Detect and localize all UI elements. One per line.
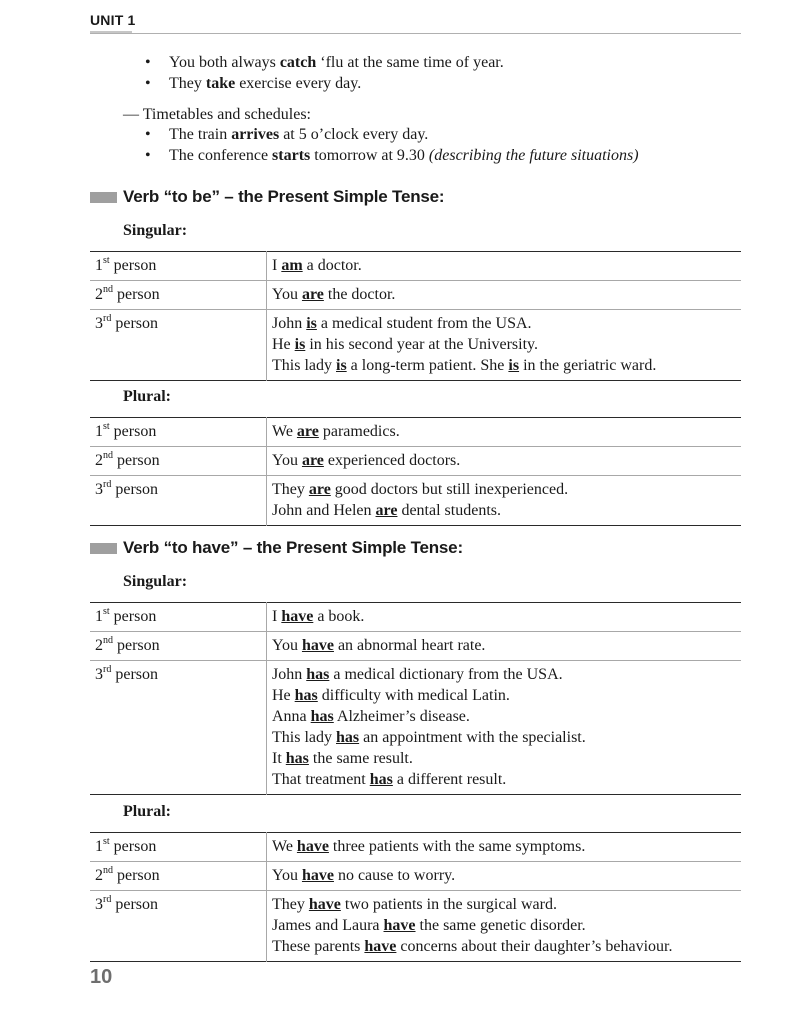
table-row [90, 252, 741, 281]
sentence-start: This lady [272, 729, 336, 746]
person-word: person [115, 481, 158, 498]
sentence-rest: good doctors but still inexperienced. [330, 481, 569, 498]
person-number: 3 [95, 315, 103, 332]
sentence-rest: an abnormal heart rate. [333, 637, 486, 654]
person-number: 1 [95, 838, 103, 855]
person-ordinal-suffix: nd [103, 283, 113, 295]
section-title-to-be [90, 186, 444, 208]
bullet-icon: • [145, 75, 151, 92]
table-be-plural [90, 417, 741, 526]
verb-form: are [375, 502, 398, 519]
verb-form: has [294, 687, 318, 704]
example-cell [267, 310, 742, 381]
person-word: person [113, 608, 157, 625]
example-sentence [272, 313, 736, 334]
example-cell [267, 661, 742, 795]
person-number: 2 [95, 637, 103, 654]
table-have-singular [90, 602, 741, 795]
person-cell [90, 661, 267, 795]
person-ordinal-suffix: st [103, 605, 110, 617]
verb-form: have [383, 917, 416, 934]
person-cell [90, 632, 267, 661]
sentence-start: That treatment [272, 771, 370, 788]
sentence-rest: no cause to worry. [333, 867, 456, 884]
table-row [90, 310, 741, 381]
table-row [90, 862, 741, 891]
person-number: 1 [95, 608, 103, 625]
sentence-rest: a medical student from the USA. [316, 315, 532, 332]
example-sentence [272, 936, 736, 957]
example-cell [267, 891, 742, 962]
sentence-start: He [272, 336, 295, 353]
verb-form: has [336, 729, 360, 746]
sentence-start: We [272, 423, 297, 440]
example-sentence [272, 255, 736, 276]
example-cell [267, 476, 742, 526]
sentence-start: Anna [272, 708, 311, 725]
person-word: person [113, 838, 157, 855]
sentence-start: It [272, 750, 286, 767]
verb-form: have [308, 896, 341, 913]
example-sentence [272, 284, 736, 305]
person-ordinal-suffix: nd [103, 634, 113, 646]
person-ordinal-suffix: rd [103, 312, 112, 324]
sentence-rest: a long-term patient. She [346, 357, 509, 374]
table-row [90, 447, 741, 476]
sentence-start: They [272, 896, 309, 913]
bullet-icon: • [145, 126, 151, 143]
person-ordinal-suffix: st [103, 835, 110, 847]
example-cell [267, 632, 742, 661]
example-sentence [272, 450, 736, 471]
bullet-icon: • [145, 147, 151, 164]
person-word: person [117, 637, 160, 654]
table-have-plural [90, 832, 741, 962]
example-cell [267, 862, 742, 891]
sentence-rest: dental students. [397, 502, 501, 519]
example-cell [267, 447, 742, 476]
verb-form: have [296, 838, 329, 855]
sentence-start: These parents [272, 938, 365, 955]
person-word: person [117, 286, 160, 303]
person-word: person [113, 423, 157, 440]
person-number: 2 [95, 452, 103, 469]
example-sentence [272, 685, 736, 706]
bullet-list-frequency [145, 52, 504, 94]
table-row [90, 833, 741, 862]
section-marker [90, 192, 117, 203]
table-row [90, 661, 741, 795]
person-number: 3 [95, 666, 103, 683]
verb-form: are [301, 452, 324, 469]
timetables-label: — Timetables and schedules: [123, 106, 311, 123]
sentence-rest: concerns about their daughter’s behaviour. [396, 938, 673, 955]
sentence-start: We [272, 838, 297, 855]
example-sentence [272, 421, 736, 442]
example-cell [267, 252, 742, 281]
person-cell [90, 833, 267, 862]
verb-form: are [296, 423, 319, 440]
person-cell [90, 862, 267, 891]
sentence-rest: the same genetic disorder. [415, 917, 586, 934]
person-number: 3 [95, 481, 103, 498]
bullet-item [145, 52, 504, 73]
person-word: person [115, 315, 158, 332]
sentence-start: You [272, 286, 302, 303]
section-title-text: Verb “to have” – the Present Simple Tense: [123, 538, 463, 557]
sentence-rest: in his second year at the University. [305, 336, 539, 353]
bullet-icon: • [145, 54, 151, 71]
sentence-start: John [272, 666, 307, 683]
person-ordinal-suffix: rd [103, 893, 112, 905]
sentence-start: They [272, 481, 309, 498]
table-be-singular [90, 251, 741, 381]
sentence-start: John and Helen [272, 502, 376, 519]
example-sentence [272, 836, 736, 857]
sentence-rest: in the geriatric ward. [519, 357, 657, 374]
example-sentence [272, 664, 736, 685]
sentence-rest: Alzheimer’s disease. [333, 708, 470, 725]
person-cell [90, 891, 267, 962]
label-plural: Plural: [123, 388, 171, 405]
sentence-rest: the doctor. [323, 286, 396, 303]
person-word: person [115, 666, 158, 683]
verb-form: are [301, 286, 324, 303]
bullet-text-after: ‘flu at the same time of year. [316, 54, 504, 71]
label-singular: Singular: [123, 222, 188, 239]
table-row [90, 281, 741, 310]
person-word: person [113, 257, 157, 274]
example-sentence [272, 865, 736, 886]
sentence-rest: paramedics. [318, 423, 400, 440]
verb-form: has [306, 666, 330, 683]
sentence-start: You [272, 867, 302, 884]
example-sentence [272, 479, 736, 500]
example-cell [267, 603, 742, 632]
sentence-rest: experienced doctors. [323, 452, 461, 469]
person-cell [90, 252, 267, 281]
sentence-start: You [272, 637, 302, 654]
person-number: 1 [95, 423, 103, 440]
sentence-start: John [272, 315, 307, 332]
example-sentence [272, 915, 736, 936]
person-word: person [117, 452, 160, 469]
section-title-text: Verb “to be” – the Present Simple Tense: [123, 187, 445, 206]
label-singular: Singular: [123, 573, 188, 590]
person-cell [90, 476, 267, 526]
bullet-verb: catch [279, 54, 317, 71]
person-number: 2 [95, 286, 103, 303]
example-sentence [272, 500, 736, 521]
table-row [90, 603, 741, 632]
table-row [90, 418, 741, 447]
sentence-rest: a book. [313, 608, 365, 625]
person-number: 3 [95, 896, 103, 913]
person-ordinal-suffix: rd [103, 663, 112, 675]
person-ordinal-suffix: nd [103, 864, 113, 876]
bullet-verb: starts [272, 147, 311, 164]
example-sentence [272, 635, 736, 656]
person-cell [90, 281, 267, 310]
sentence-start: He [272, 687, 295, 704]
bullet-list-timetables [145, 124, 639, 166]
person-number: 1 [95, 257, 103, 274]
example-sentence [272, 606, 736, 627]
table-row [90, 891, 741, 962]
verb-form: is [508, 357, 520, 374]
example-sentence [272, 706, 736, 727]
example-cell [267, 833, 742, 862]
person-ordinal-suffix: nd [103, 449, 113, 461]
sentence-start: I [272, 608, 282, 625]
bullet-text-after: exercise every day. [235, 75, 362, 92]
person-cell [90, 418, 267, 447]
bullet-text-before: The conference [169, 147, 273, 164]
sentence-start: This lady [272, 357, 336, 374]
person-cell [90, 603, 267, 632]
verb-form: is [336, 357, 347, 374]
verb-form: are [308, 481, 331, 498]
person-word: person [115, 896, 158, 913]
verb-form: has [285, 750, 309, 767]
verb-form: is [294, 336, 306, 353]
verb-form: have [281, 608, 314, 625]
example-cell [267, 281, 742, 310]
sentence-rest: three patients with the same symptoms. [328, 838, 586, 855]
person-number: 2 [95, 867, 103, 884]
verb-form: am [281, 257, 303, 274]
sentence-rest: difficulty with medical Latin. [317, 687, 510, 704]
table-row [90, 476, 741, 526]
sentence-rest: a medical dictionary from the USA. [329, 666, 563, 683]
bullet-item [145, 124, 639, 145]
bullet-item [145, 145, 639, 166]
bullet-text-after: tomorrow at 9.30 [310, 147, 429, 164]
verb-form: is [306, 315, 317, 332]
person-cell [90, 447, 267, 476]
example-sentence [272, 355, 736, 376]
person-ordinal-suffix: rd [103, 478, 112, 490]
bullet-note: (describing the future situations) [428, 147, 639, 164]
table-row [90, 632, 741, 661]
header-divider [90, 33, 741, 34]
verb-form: has [369, 771, 393, 788]
bullet-verb: take [205, 75, 236, 92]
person-ordinal-suffix: st [103, 254, 110, 266]
section-marker [90, 543, 117, 554]
person-ordinal-suffix: st [103, 420, 110, 432]
example-cell [267, 418, 742, 447]
bullet-verb: arrives [231, 126, 280, 143]
sentence-rest: the same result. [308, 750, 413, 767]
sentence-rest: two patients in the surgical ward. [340, 896, 557, 913]
bullet-text-after: at 5 o’clock every day. [279, 126, 429, 143]
verb-form: has [310, 708, 334, 725]
sentence-start: James and Laura [272, 917, 384, 934]
example-sentence [272, 748, 736, 769]
unit-header: UNIT 1 [90, 12, 136, 28]
label-plural: Plural: [123, 803, 171, 820]
sentence-rest: an appointment with the specialist. [359, 729, 586, 746]
bullet-text-before: They [169, 75, 206, 92]
person-cell [90, 310, 267, 381]
example-sentence [272, 769, 736, 790]
page-number: 10 [90, 966, 113, 988]
example-sentence [272, 727, 736, 748]
sentence-start: I [272, 257, 282, 274]
example-sentence [272, 894, 736, 915]
verb-form: have [301, 637, 334, 654]
bullet-item [145, 73, 504, 94]
verb-form: have [301, 867, 334, 884]
sentence-rest: a doctor. [302, 257, 362, 274]
sentence-rest: a different result. [392, 771, 507, 788]
sentence-start: You [272, 452, 302, 469]
verb-form: have [364, 938, 397, 955]
bullet-text-before: The train [169, 126, 232, 143]
bullet-text-before: You both always [169, 54, 280, 71]
section-title-to-have [90, 537, 463, 559]
example-sentence [272, 334, 736, 355]
person-word: person [117, 867, 160, 884]
